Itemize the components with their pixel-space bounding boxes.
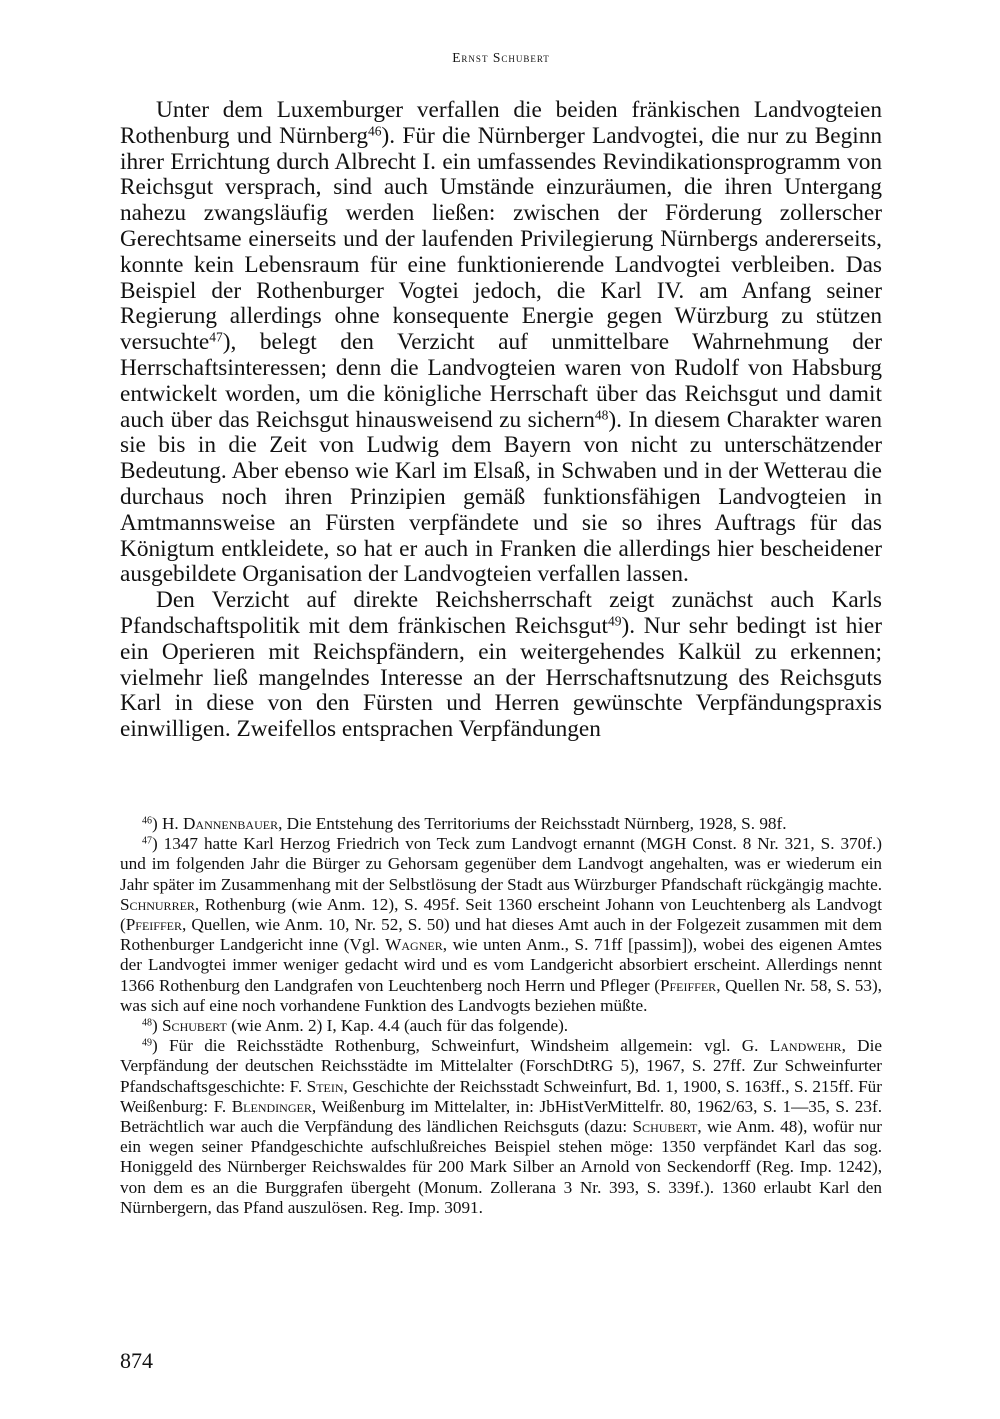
author-name: Pfeiffer [125,915,182,935]
footnote-ref[interactable]: 48 [594,407,609,423]
footnote-ref[interactable]: 47 [209,329,223,345]
footnote-ref[interactable]: 49 [607,613,622,629]
paragraph: Unter dem Luxemburger verfallen die beiden fränkischen Landvogteien Rothenburg und Nürnberg$^{46}$). Für die Nürnberger Landvogtei, die nur zu Beginn ihrer Errichtung durch Albrecht I. ein umfassendes Revindikationsprogramm von Reichsgut versprach, sind auch Umstände einzuräumen, die ihren Untergang nahezu zwangsläufig werden ließen: zwischen der Förderung zollerscher Gerechtsame einerseits und der laufenden Privilegierung Nürnbergs andererseits, konnte kein Lebensraum für eine funktionierende Landvogtei verbleiben. Das Beispiel der Rothenburger Vogtei jedoch, die Karl IV. am Anfang seiner Regierung allerdings ohne konsequente Energie gegen Würzburg zu stützen versuchte$^{47}$), belegt den Verzicht auf unmittelbare Wahrnehmung der Herrschaftsinteressen; denn die Landvogteien waren von Rudolf von Habsburg entwickelt worden, um die königliche Herrschaft über das Reichsgut und damit auch über das Reichsgut hinausweisend zu sichern$^{48}$). In diesem Charakter waren sie bis in die Zeit von Ludwig dem Bayern von nicht zu unterschätzender Bedeutung. Aber ebenso wie Karl im Elsaß, in Schwaben und in der Wetterau die durchaus noch ihren Prinzipien gemäß funktionsfähigen Landvogteien in Amtmannsweise an Fürsten verpfändete und sie so ihres Auftrags für das Königtum entkleidete, so hat er auch in Franken die allerdings hier bescheidener ausgebildete Organisation der Landvogteien verfallen lassen. [120,97,882,588]
author-name: Schubert [632,1117,698,1137]
footnote-number: 46 [142,815,152,827]
author-name: Landwehr [769,1036,842,1056]
footnote-49: $^{49}$) Für die Reichsstädte Rothenburg, Schweinfurt, Windsheim allgemein: vgl. G. Landwehr, Die Verpfändung der deutschen Reichsstädte im Mittelalter (ForschDtRG 5), 1967, S. 27ff. Zur Schweinfurter Pfandschaftsgeschichte: F. Stein, Geschichte der Reichsstadt Schweinfurt, Bd. 1, 1900, S. 163ff., S. 215ff. Für Weißenburg: F. Blendinger, Weißenburg im Mittelalter, in: JbHistVerMittelfr. 80, 1962/63, S. 1—35, S. 23f. Beträchtlich war auch die Verpfändung des ländlichen Reichsguts (dazu: Schubert, wie Anm. 48), wofür nur ein wegen seiner Pfandgeschichte aufschlußreiches Beispiel stehen möge: 1350 verpfändet Karl das sog. Honiggeld des Nürnberger Reichswaldes für 200 Mark Silber an Arnold von Seckendorff (Reg. Imp. 1242), von dem es an die Burggrafen übergeht (Monum. Zollerana 3 Nr. 393, S. 339f.). 1360 erlaubt Karl den Nürnbergern, das Pfand auszulösen. Reg. Imp. 3091. [120,1036,883,1217]
author-name: Pfeiffer [659,975,717,995]
footnote-number: 49 [142,1037,152,1049]
page-number: 874 [120,1348,153,1373]
page [120,0,882,1419]
footnote-48: $^{48}$) Schubert (wie Anm. 2) I, Kap. 4.4 (auch für das folgende). [142,1016,569,1036]
main-text [120,98,882,743]
footnote-number: 47 [142,835,152,847]
author-name: Dannenbauer [183,814,279,833]
author-name: Schubert [162,1016,227,1036]
footnotes [120,814,882,1218]
footnote-number: 48 [142,1017,152,1029]
footnote-46: $^{46}$) H. Dannenbauer, Die Entstehung des Territoriums der Reichsstadt Nürnberg, 1928, S. 98f. [142,814,787,833]
paragraph: Den Verzicht auf direkte Reichsherrschaft zeigt zunächst auch Karls Pfandschaftspolitik mit dem fränkischen Reichsgut$^{49}$). Nur sehr bedingt ist hier ein Operieren mit Reichspfändern, ein weitergehendes Kalkül zu erkennen; vielmehr ließ mangelndes Interesse an der Herrschaftsnutzung des Reichsguts Karl in diese von den Fürsten und Herren gewünschte Verpfändungspraxis einwilligen. Zweifellos entsprachen Verpfändungen [120,587,882,743]
footnote-ref[interactable]: 46 [367,123,382,139]
author-name: Blendinger [231,1096,312,1116]
author-name: Schnurrer [120,894,195,914]
footnote-47: $^{47}$) 1347 hatte Karl Herzog Friedrich von Teck zum Landvogt ernannt (MGH Const. 8 Nr. 321, S. 370f.) und im folgenden Jahr die Bürger zu Gehorsam gegenüber dem Landvogt angehalten, was er wiederum ein Jahr später im Zusammenhang mit der Selbstlösung der Stadt aus Würzburger Pfandschaft rückgängig machte. Schnurrer, Rothenburg (wie Anm. 12), S. 495f. Seit 1360 erscheint Johann von Leuchtenberg als Landvogt (Pfeiffer, Quellen, wie Anm. 10, Nr. 52, S. 50) und hat dieses Amt auch in der Folgezeit zusammen mit dem Rothenburger Landgericht inne (Vgl. Wagner, wie unten Anm., S. 71ff [passim]), wobei des eigenen Amtes der Landvogtei immer weniger gedacht wird und es vom Landgericht absorbiert erscheint. Allerdings nennt 1366 Rothenburg den Landgrafen von Leuchtenberg noch Herrn und Pfleger (Pfeiffer, Quellen Nr. 58, S. 53), was sich auf eine noch vorhandene Funktion des Landvogts beziehen müßte. [120,834,882,1015]
author-name: Stein [306,1076,344,1096]
author-name: Wagner [385,935,443,955]
running-head: Ernst Schubert [452,50,550,65]
